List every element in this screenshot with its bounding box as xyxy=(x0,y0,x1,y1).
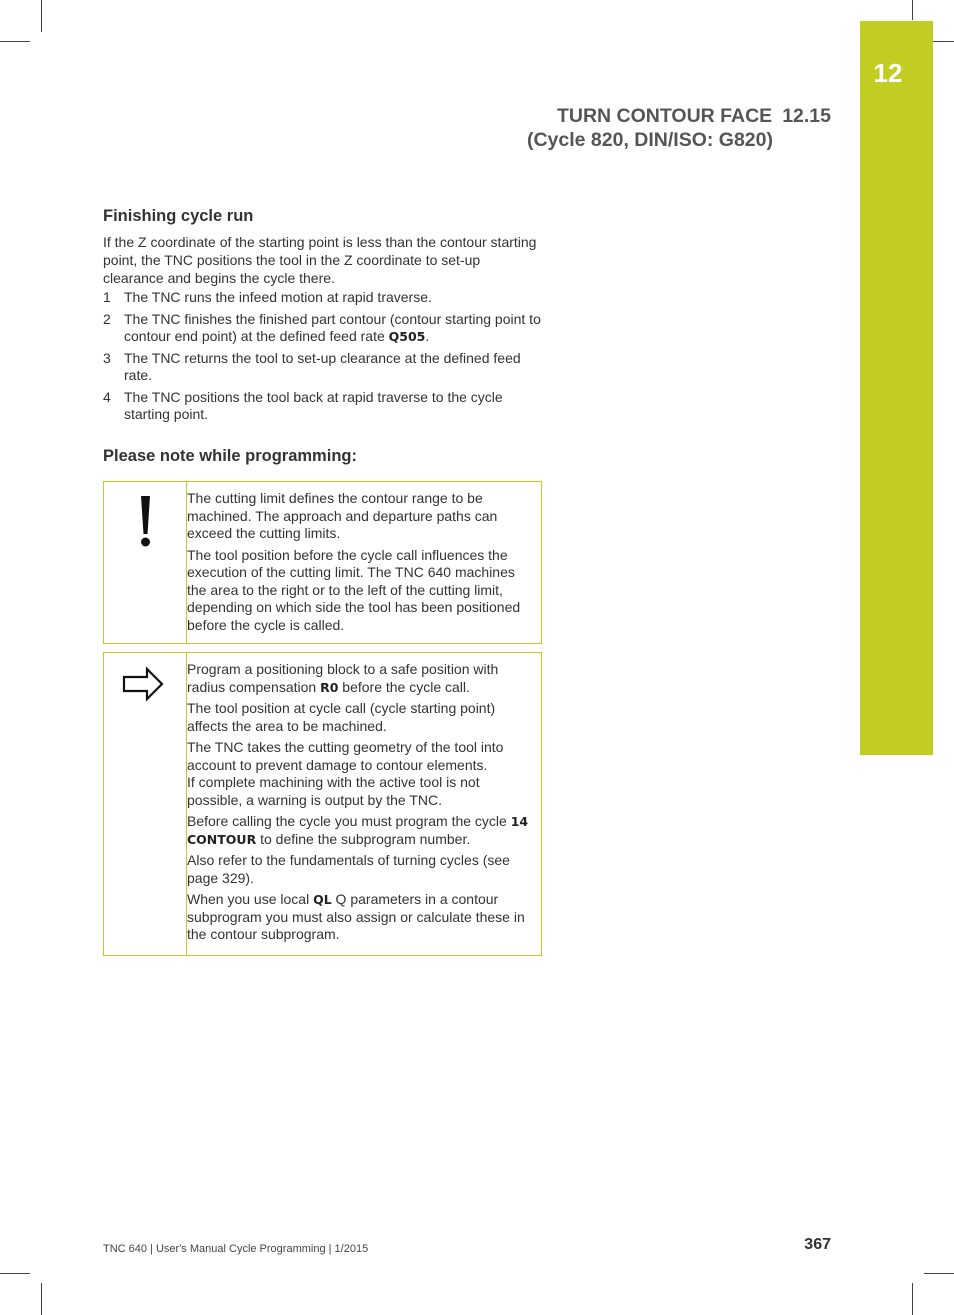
code-q505: Q505 xyxy=(388,329,426,344)
crop-mark xyxy=(912,0,913,20)
list-item: 3 The TNC returns the tool to set-up clearance at the defined feed rate. xyxy=(103,349,521,383)
tip-paragraph: Before calling the cycle you must program the cycle 14 CONTOUR to define the subprogram number. xyxy=(187,813,529,847)
running-head-subtitle: (Cycle 820, DIN/ISO: G820) xyxy=(526,129,773,151)
running-head xyxy=(527,104,831,152)
tip-paragraph: Also refer to the fundamentals of turning cycles (see page 329). xyxy=(187,852,510,886)
crop-mark xyxy=(0,41,30,42)
exclamation-icon xyxy=(104,490,186,570)
running-head-section: 12.15 xyxy=(782,105,831,127)
section-heading-notes: Please note while programming: xyxy=(103,447,357,465)
warning-paragraph: The tool position before the cycle call influences the execution of the cutting limit. The TNC 640 machines the area to the right or to the left of the cutting limit, depending on which side the tool has been positioned before the cycle is called. xyxy=(187,546,521,633)
tip-paragraph: The TNC takes the cutting geometry of the tool into account to prevent damage to contour elements. If complete machining with the active tool is not possible, a warning is output by the TNC. xyxy=(187,739,504,808)
crop-mark xyxy=(912,1283,913,1315)
arrow-right-icon xyxy=(104,661,186,711)
finishing-intro: If the Z coordinate of the starting point is less than the contour starting point, the TNC positions the tool in the Z coordinate to set-up clearance and begins the cycle there. xyxy=(103,234,537,286)
code-r0: R0 xyxy=(320,679,339,695)
tip-note-box xyxy=(103,652,542,956)
warning-paragraph: The cutting limit defines the contour range to be machined. The approach and departure paths can exceed the cutting limits. xyxy=(187,490,498,541)
crop-mark xyxy=(924,1273,954,1274)
list-item: 2 The TNC finishes the finished part contour (contour starting point to contour end point) at the defined feed rate Q505. xyxy=(103,310,541,344)
section-heading-finishing: Finishing cycle run xyxy=(103,207,254,225)
crop-mark xyxy=(0,1273,30,1274)
code-14-contour: 14 CONTOUR xyxy=(187,814,529,847)
tip-paragraph: Program a positioning block to a safe position with radius compensation R0 before the cycle call. xyxy=(187,661,499,695)
warning-note-box xyxy=(103,481,542,644)
crop-mark xyxy=(41,1283,42,1315)
crop-mark xyxy=(41,0,42,32)
tip-paragraph: The tool position at cycle call (cycle starting point) affects the area to be machined. xyxy=(187,700,496,734)
footer-text: TNC 640 | User's Manual Cycle Programming | 1/2015 xyxy=(103,1243,369,1255)
chapter-tab xyxy=(860,21,933,755)
tip-paragraph: When you use local QL Q parameters in a contour subprogram you must also assign or calculate these in the contour subprogram. xyxy=(187,891,525,942)
page-number: 367 xyxy=(804,1236,831,1253)
finishing-steps xyxy=(103,289,543,428)
running-head-title: TURN CONTOUR FACE xyxy=(556,105,773,127)
chapter-number: 12 xyxy=(873,58,903,88)
code-ql: QL xyxy=(313,892,332,907)
list-item: 4 The TNC positions the tool back at rapid traverse to the cycle starting point. xyxy=(103,388,503,422)
list-item: 1 The TNC runs the infeed motion at rapid traverse. xyxy=(103,289,432,305)
